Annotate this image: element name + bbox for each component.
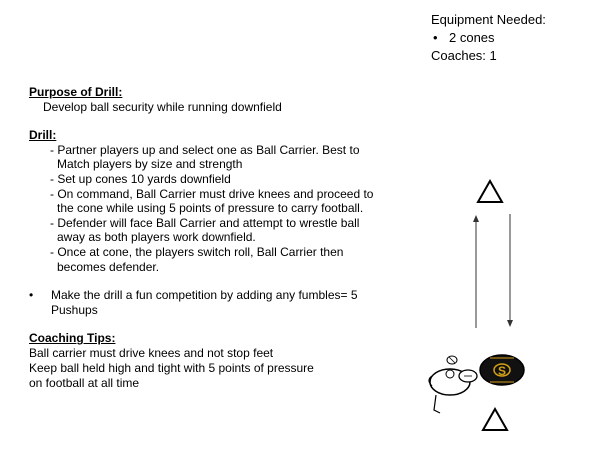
- coaches-count: Coaches: 1: [431, 48, 497, 63]
- arrow-up-icon: [473, 215, 479, 328]
- equipment-item-text: 2 cones: [449, 30, 495, 45]
- drill-step: - Once at cone, the players switch roll, Ball Carrier then becomes defender.: [50, 244, 344, 274]
- fun-competition-note: [29, 288, 389, 317]
- equipment-item: [431, 29, 546, 47]
- equipment-box: [431, 11, 546, 65]
- drill-step: - Set up cones 10 yards downfield: [50, 171, 231, 186]
- coaching-tip: on football at all time: [29, 375, 140, 390]
- drill-description: [29, 85, 389, 391]
- coaching-tip: Ball carrier must drive knees and not stop feet: [29, 345, 274, 360]
- jersey-letter: S: [497, 364, 507, 378]
- defender-player-icon: [480, 355, 524, 385]
- coaching-tips: [29, 346, 389, 391]
- bullet-glyph: •: [29, 288, 34, 303]
- purpose-text: Develop ball security while running downfield: [43, 99, 282, 114]
- drill-heading: Drill:: [29, 128, 57, 143]
- drill-step: - Partner players up and select one as Ball Carrier. Best to Match players by size and strength: [50, 142, 360, 172]
- cone-top-icon: [478, 181, 502, 202]
- drill-diagram: [420, 170, 589, 454]
- fun-competition-text: Make the drill a fun competition by adding any fumbles= 5 Pushups: [51, 288, 358, 317]
- arrow-down-icon: [507, 214, 513, 327]
- coaching-tips-heading: Coaching Tips:: [29, 331, 116, 346]
- drill-steps: [29, 143, 389, 274]
- purpose-heading: Purpose of Drill:: [29, 85, 123, 99]
- equipment-heading: Equipment Needed:: [431, 12, 546, 27]
- bullet-glyph: •: [433, 30, 438, 45]
- cone-bottom-icon: [483, 409, 507, 430]
- drill-step: - Defender will face Ball Carrier and attempt to wrestle ball away as both players work downfield.: [50, 215, 360, 245]
- coaching-tip: Keep ball held high and tight with 5 points of pressure: [29, 360, 314, 375]
- drill-step: - On command, Ball Carrier must drive knees and proceed to the cone while using 5 points of pressure to carry football.: [50, 186, 374, 216]
- ball-carrier-player-icon: [429, 356, 470, 413]
